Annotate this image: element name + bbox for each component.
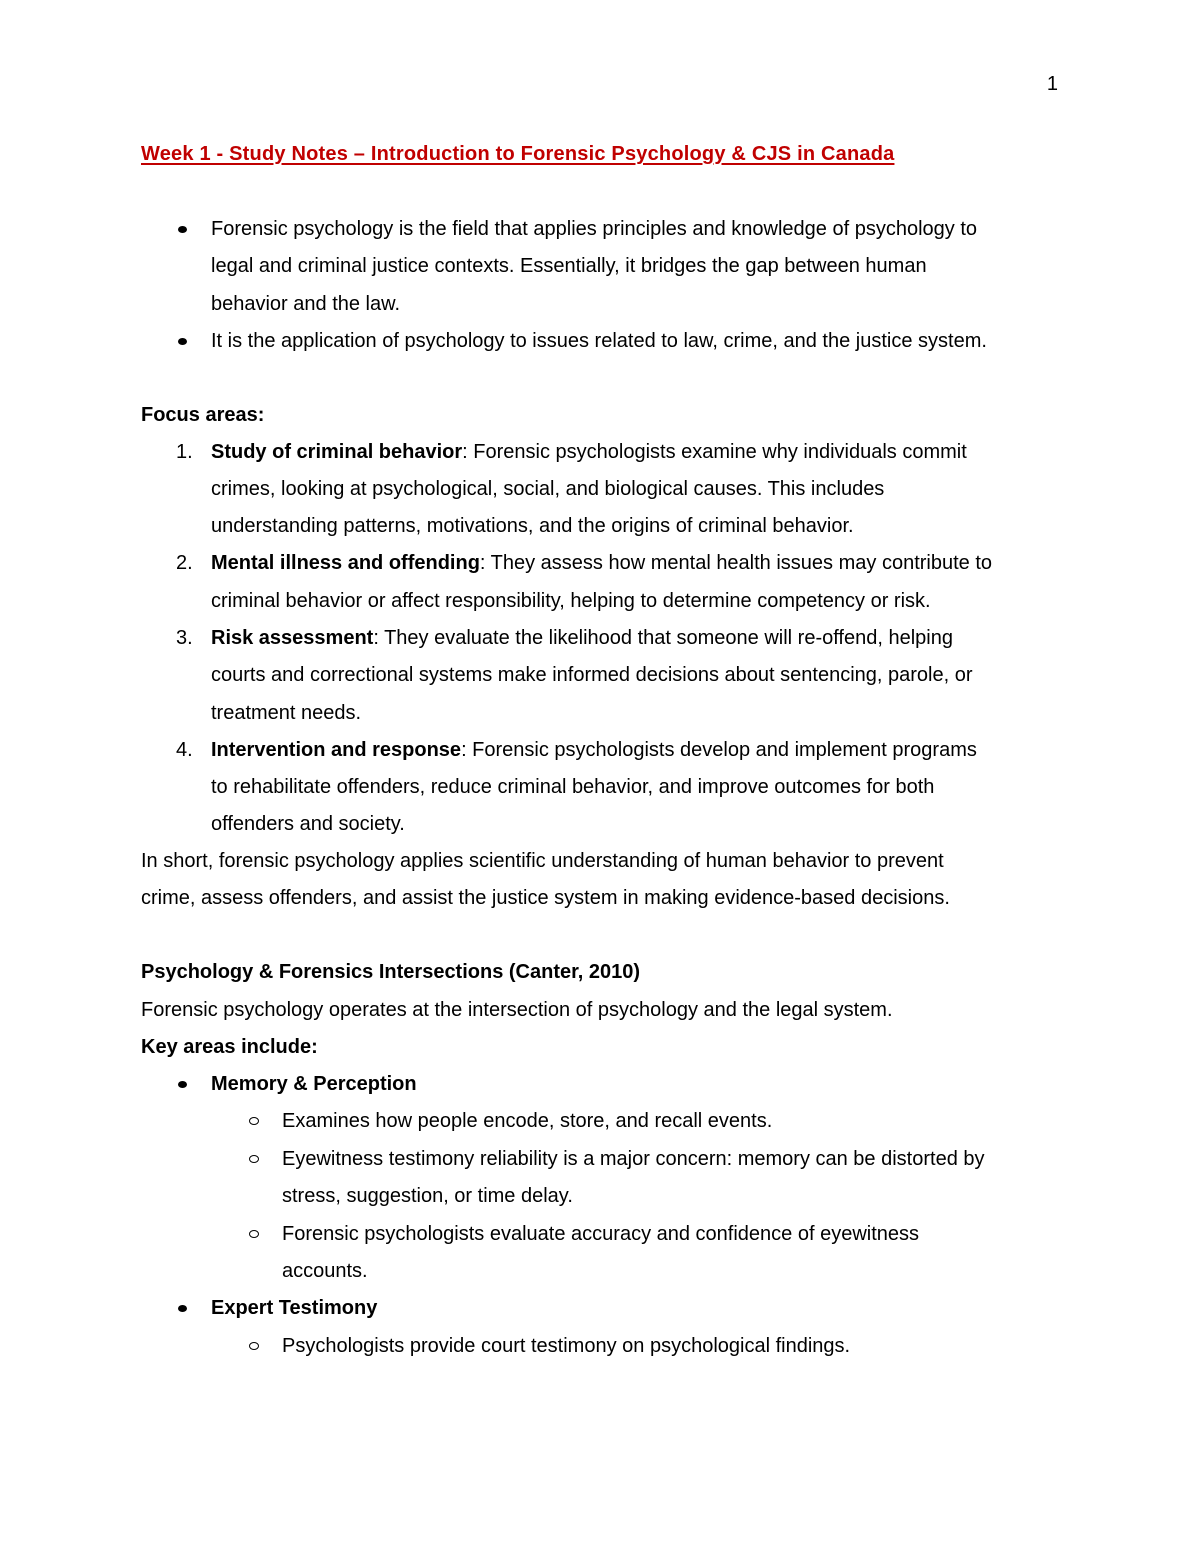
page-number: 1 <box>1046 73 1058 95</box>
focus-item-4-line-2: to rehabilitate offenders, reduce criminal behavior, and improve outcomes for both <box>211 776 935 798</box>
document-title: Week 1 - Study Notes – Introduction to Forensic Psychology & CJS in Canada <box>141 143 895 165</box>
focus-item-3-line-1 <box>211 624 953 652</box>
focus-item-term: Mental illness and offending <box>211 552 480 574</box>
focus-item-1-line-2: crimes, looking at psychological, social, and biological causes. This includes <box>211 478 885 500</box>
focus-item-1-line-3: understanding patterns, motivations, and the origins of criminal behavior. <box>211 515 854 537</box>
bullet-dot-icon <box>178 1081 187 1088</box>
focus-item-4-line-3: offenders and society. <box>211 813 405 835</box>
memory-sub-2-line-1: Eyewitness testimony reliability is a major concern: memory can be distorted by <box>282 1148 985 1170</box>
memory-sub-2-line-2: stress, suggestion, or time delay. <box>282 1185 573 1207</box>
intro-bullet-1-line-3: behavior and the law. <box>211 293 401 315</box>
intro-bullet-1-line-2: legal and criminal justice contexts. Essentially, it bridges the gap between human <box>211 255 927 277</box>
focus-item-text: : They assess how mental health issues may contribute to <box>479 552 993 574</box>
expert-sub-1: Psychologists provide court testimony on psychological findings. <box>282 1335 851 1357</box>
focus-item-term: Risk assessment <box>211 627 374 649</box>
summary-line-2: crime, assess offenders, and assist the justice system in making evidence-based decisions. <box>141 887 950 909</box>
bullet-dot-icon <box>178 338 187 345</box>
list-number: 2. <box>176 552 193 574</box>
focus-item-term: Intervention and response <box>211 739 462 761</box>
focus-item-text: : They evaluate the likelihood that someone will re-offend, helping <box>373 627 953 649</box>
bullet-circle-icon <box>249 1230 259 1238</box>
bullet-dot-icon <box>178 1305 187 1312</box>
intersections-intro: Forensic psychology operates at the intersection of psychology and the legal system. <box>141 999 893 1021</box>
intro-bullet-1-line-1: Forensic psychology is the field that applies principles and knowledge of psychology to <box>211 218 977 240</box>
key-areas-heading: Key areas include: <box>141 1036 318 1058</box>
focus-item-1-line-1 <box>211 438 967 466</box>
memory-sub-3-line-1: Forensic psychologists evaluate accuracy and confidence of eyewitness <box>282 1223 920 1245</box>
focus-item-text: : Forensic psychologists examine why individuals commit <box>462 441 967 463</box>
bullet-circle-icon <box>249 1155 259 1163</box>
focus-item-2-line-1 <box>211 549 992 577</box>
focus-heading: Focus areas: <box>141 404 265 426</box>
list-number: 3. <box>176 627 193 649</box>
area-expert-testimony: Expert Testimony <box>211 1297 378 1319</box>
bullet-dot-icon <box>178 226 187 233</box>
memory-sub-3-line-2: accounts. <box>282 1260 368 1282</box>
focus-item-4-line-1 <box>211 736 977 764</box>
memory-sub-1: Examines how people encode, store, and recall events. <box>282 1110 773 1132</box>
summary-line-1: In short, forensic psychology applies scientific understanding of human behavior to prevent <box>141 850 944 872</box>
list-number: 4. <box>176 739 193 761</box>
list-number: 1. <box>176 441 193 463</box>
focus-item-text: : Forensic psychologists develop and implement programs <box>461 739 977 761</box>
focus-item-3-line-2: courts and correctional systems make informed decisions about sentencing, parole, or <box>211 664 973 686</box>
intersections-heading: Psychology & Forensics Intersections (Canter, 2010) <box>141 961 641 983</box>
focus-item-3-line-3: treatment needs. <box>211 702 362 724</box>
focus-item-term: Study of criminal behavior <box>211 441 463 463</box>
area-memory-perception: Memory & Perception <box>211 1073 417 1095</box>
focus-item-2-line-2: criminal behavior or affect responsibility, helping to determine competency or risk. <box>211 590 931 612</box>
bullet-circle-icon <box>249 1117 259 1125</box>
bullet-circle-icon <box>249 1342 259 1350</box>
intro-bullet-2-line-1: It is the application of psychology to issues related to law, crime, and the justice system. <box>211 330 987 352</box>
